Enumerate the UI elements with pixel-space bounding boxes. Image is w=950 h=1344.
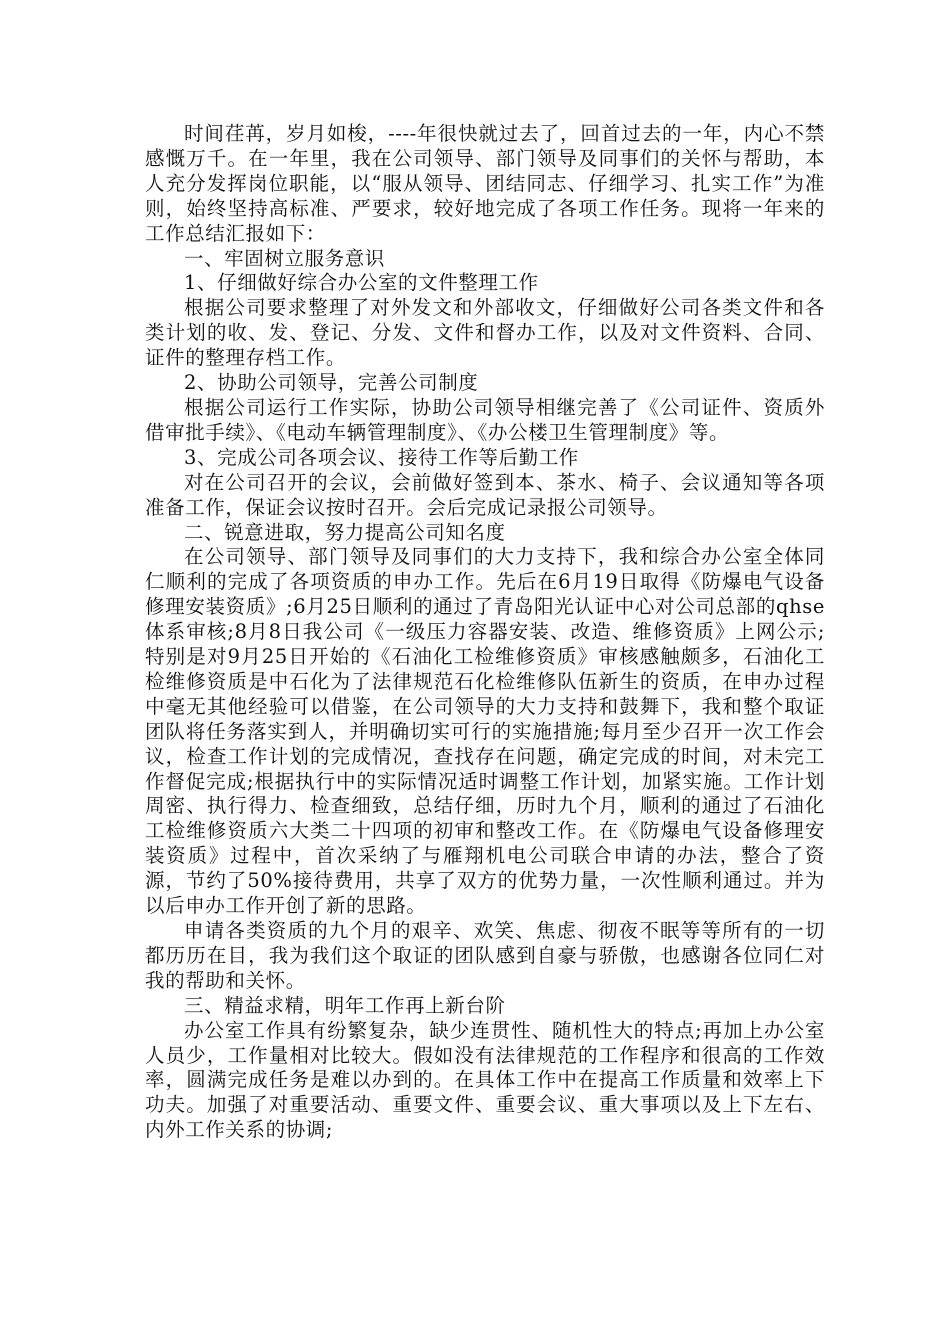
item-3-paragraph: 对在公司召开的会议，会前做好签到本、茶水、椅子、会议通知等各项准备工作，保证会议按时召开。会后完成记录报公司领导。 [145, 470, 825, 519]
document-body [145, 122, 825, 1143]
item-2-paragraph: 根据公司运行工作实际，协助公司领导相继完善了《公司证件、资质外借审批手续》、《电动车辆管理制度》、《办公楼卫生管理制度》等。 [145, 395, 825, 444]
item-2-heading: 2、协助公司领导，完善公司制度 [184, 371, 479, 395]
intro-paragraph: 时间荏苒，岁月如梭，----年很快就过去了，回首过去的一年，内心不禁感慨万千。在一年里，我在公司领导、部门领导及同事们的关怀与帮助，本人充分发挥岗位职能，以“服从领导、团结同志、仔细学习、扎实工作”为准则，始终坚持高标准、严要求，较好地完成了各项工作任务。现将一年来的工作总结汇报如下： [145, 122, 825, 245]
item-3-heading: 3、完成公司各项会议、接待工作等后勤工作 [184, 445, 579, 469]
section-3-heading: 三、精益求精，明年工作再上新台阶 [184, 993, 506, 1017]
section-1-heading: 一、牢固树立服务意识 [184, 246, 386, 270]
section-2-paragraph-2: 申请各类资质的九个月的艰辛、欢笑、焦虑、彻夜不眠等等所有的一切都历历在目，我为我们这个取证的团队感到自豪与骄傲，也感谢各位同仁对我的帮助和关怀。 [145, 919, 825, 992]
section-3-paragraph: 办公室工作具有纷繁复杂，缺少连贯性、随机性大的特点;再加上办公室人员少，工作量相对比较大。假如没有法律规范的工作程序和很高的工作效率，圆满完成任务是难以办到的。在具体工作中在提高工作质量和效率上下功夫。加强了对重要活动、重要文件、重要会议、重大事项以及上下左右、内外工作关系的协调; [145, 1018, 825, 1142]
section-2-heading: 二、锐意进取，努力提高公司知名度 [184, 520, 506, 544]
item-1-paragraph: 根据公司要求整理了对外发文和外部收文，仔细做好公司各类文件和各类计划的收、发、登记、分发、文件和督办工作，以及对文件资料、合同、证件的整理存档工作。 [145, 296, 825, 370]
section-2-paragraph-1: 在公司领导、部门领导及同事们的大力支持下，我和综合办公室全体同仁顺利的完成了各项资质的申办工作。先后在6月19日取得《防爆电气设备修理安装资质》;6月25日顺利的通过了青岛阳光认证中心对公司总部的qhse体系审核;8月8日我公司《一级压力容器安装、改造、维修资质》上网公示;特别是对9月25日开始的《石油化工检维修资质》审核感触颇多，石油化工检维修资质是中石化为了法律规范石化检维修队伍新生的资质，在申办过程中毫无其他经验可以借鉴，在公司领导的大力支持和鼓舞下，我和整个取证团队将任务落实到人，并明确切实可行的实施措施;每月至少召开一次工作会议，检查工作计划的完成情况，查找存在问题，确定完成的时间，对未完工作督促完成;根据执行中的实际情况适时调整工作计划，加紧实施。工作计划周密、执行得力、检查细致，总结仔细，历时九个月，顺利的通过了石油化工检维修资质六大类二十四项的初审和整改工作。在《防爆电气设备修理安装资质》过程中，首次采纳了与雁翔机电公司联合申请的办法，整合了资源，节约了50%接待费用，共享了双方的优势力量，一次性顺利通过。并为以后申办工作开创了新的思路。 [145, 545, 825, 918]
item-1-heading: 1、仔细做好综合办公室的文件整理工作 [184, 271, 539, 295]
